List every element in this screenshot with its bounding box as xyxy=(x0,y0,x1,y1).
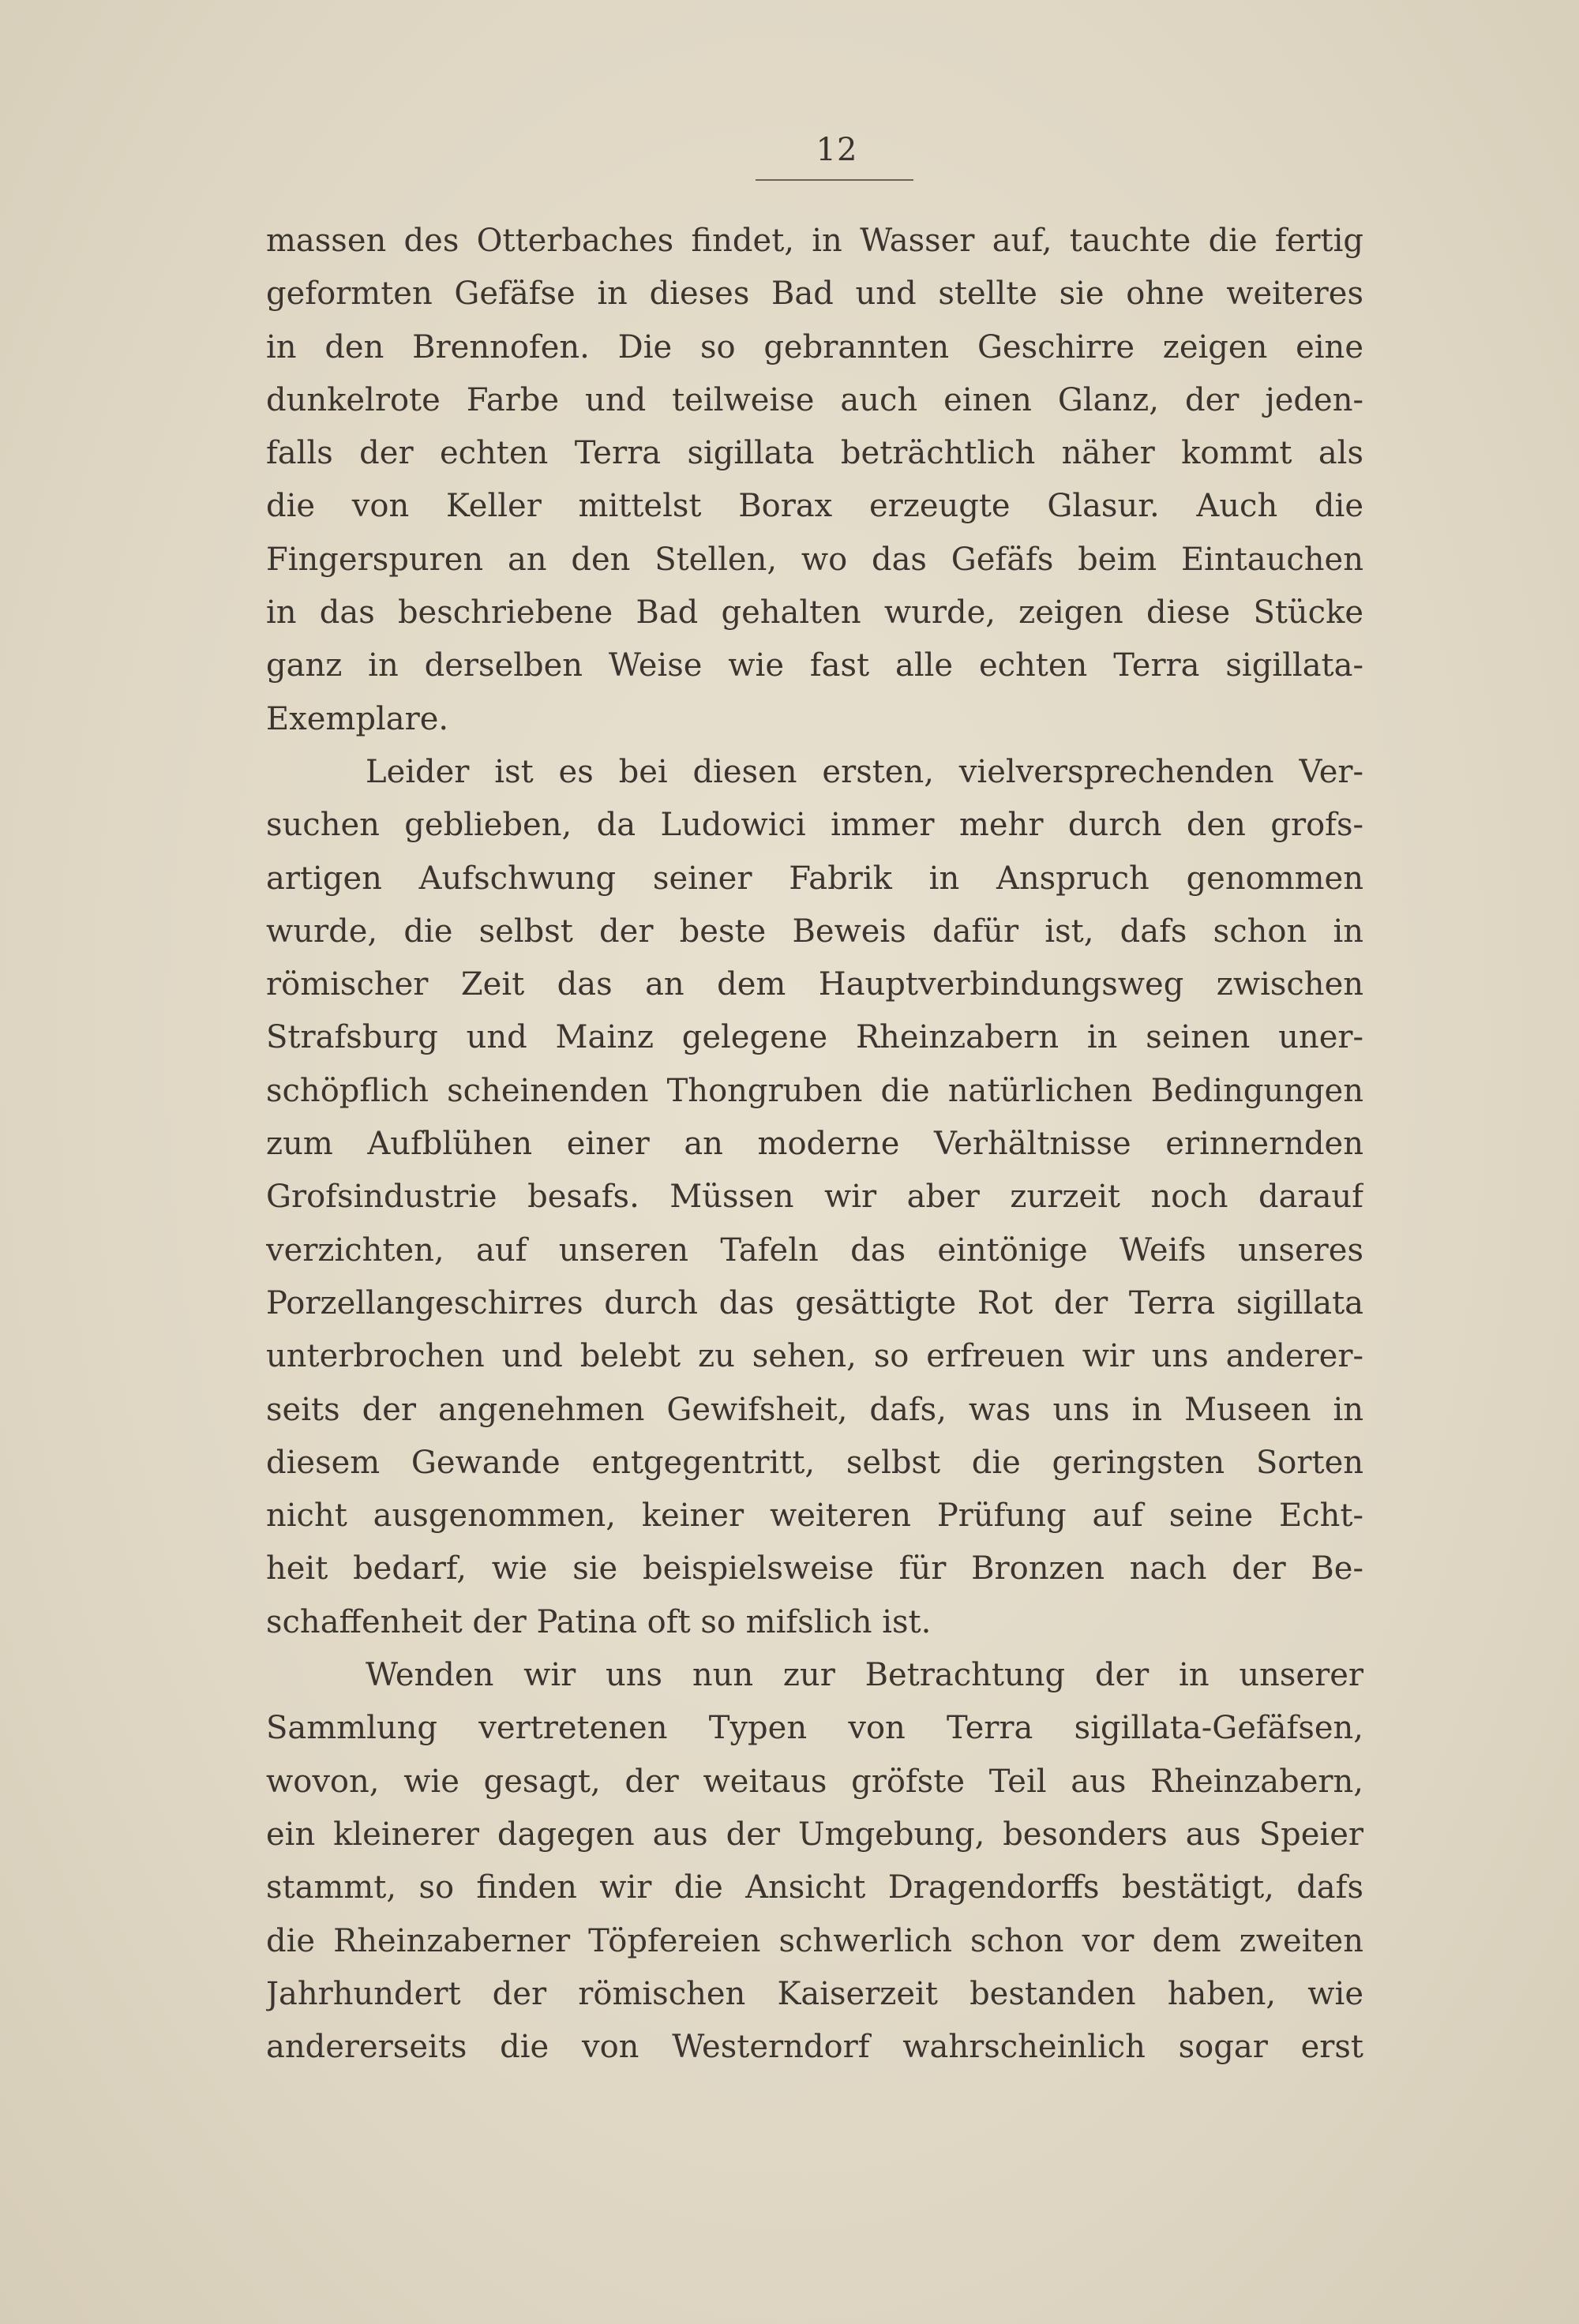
text-line: wurde, die selbst der beste Beweis dafür ist, dafs schon in xyxy=(266,913,1363,950)
text-line: zum Aufblühen einer an moderne Verhältnisse erinnernden xyxy=(266,1126,1363,1163)
text-line: geformten Gefäfse in dieses Bad und stellte sie ohne weiteres xyxy=(266,276,1363,313)
text-line: wovon, wie gesagt, der weitaus gröfste Teil aus Rheinzabern, xyxy=(266,1763,1363,1800)
text-line: Leider ist es bei diesen ersten, vielversprechenden Ver- xyxy=(366,753,1363,790)
text-line: Fingerspuren an den Stellen, wo das Gefäfs beim Eintauchen xyxy=(266,541,1363,578)
text-line: Grofsindustrie besafs. Müssen wir aber zurzeit noch darauf xyxy=(266,1179,1363,1216)
text-line: andererseits die von Westerndorf wahrscheinlich sogar erst xyxy=(266,2029,1363,2066)
paragraph-1 xyxy=(266,215,1363,746)
text-line: dunkelrote Farbe und teilweise auch einen Glanz, der jeden- xyxy=(266,381,1363,418)
page-number-rule xyxy=(756,179,913,181)
body-text xyxy=(266,215,1363,2074)
text-line: Jahrhundert der römischen Kaiserzeit bestanden haben, wie xyxy=(266,1975,1363,2012)
text-line: verzichten, auf unseren Tafeln das eintönige Weifs unseres xyxy=(266,1231,1363,1269)
text-line: Wenden wir uns nun zur Betrachtung der in unserer xyxy=(366,1657,1363,1694)
text-line: Strafsburg und Mainz gelegene Rheinzabern in seinen uner- xyxy=(266,1019,1363,1056)
text-line: heit bedarf, wie sie beispielsweise für Bronzen nach der Be- xyxy=(266,1550,1363,1587)
text-line: die Rheinzaberner Töpfereien schwerlich schon vor dem zweiten xyxy=(266,1922,1363,1959)
text-line: falls der echten Terra sigillata beträchtlich näher kommt als xyxy=(266,435,1363,472)
text-line: Exemplare. xyxy=(266,700,449,737)
text-line: Porzellangeschirres durch das gesättigte Rot der Terra sigillata xyxy=(266,1284,1363,1321)
text-line: römischer Zeit das an dem Hauptverbindungsweg zwischen xyxy=(266,966,1363,1003)
text-line: massen des Otterbaches findet, in Wasser auf, tauchte die fertig xyxy=(266,223,1363,259)
paragraph-3 xyxy=(266,1649,1363,2074)
text-line: die von Keller mittelst Borax erzeugte Glasur. Auch die xyxy=(266,488,1363,525)
text-line: nicht ausgenommen, keiner weiteren Prüfung auf seine Echt- xyxy=(266,1497,1363,1535)
text-line: stammt, so finden wir die Ansicht Dragendorffs bestätigt, dafs xyxy=(266,1869,1363,1906)
text-line: ein kleinerer dagegen aus der Umgebung, besonders aus Speier xyxy=(266,1816,1363,1853)
text-line: unterbrochen und belebt zu sehen, so erfreuen wir uns anderer- xyxy=(266,1338,1363,1375)
text-line: in den Brennofen. Die so gebrannten Geschirre zeigen eine xyxy=(266,328,1363,365)
text-line: Sammlung vertretenen Typen von Terra sigillata-Gefäfsen, xyxy=(266,1710,1363,1747)
text-line: suchen geblieben, da Ludowici immer mehr durch den grofs- xyxy=(266,807,1363,844)
text-line: schaffenheit der Patina oft so mifslich ist. xyxy=(266,1603,932,1640)
text-line: schöpflich scheinenden Thongruben die natürlichen Bedingungen xyxy=(266,1072,1363,1109)
page-number: 12 xyxy=(816,132,858,168)
text-line: in das beschriebene Bad gehalten wurde, zeigen diese Stücke xyxy=(266,594,1363,632)
text-line: diesem Gewande entgegentritt, selbst die geringsten Sorten xyxy=(266,1444,1363,1481)
text-line: artigen Aufschwung seiner Fabrik in Anspruch genommen xyxy=(266,860,1363,897)
text-line: seits der angenehmen Gewifsheit, dafs, was uns in Museen in xyxy=(266,1391,1363,1428)
text-line: ganz in derselben Weise wie fast alle echten Terra sigillata- xyxy=(266,647,1363,684)
paragraph-2 xyxy=(266,746,1363,1649)
